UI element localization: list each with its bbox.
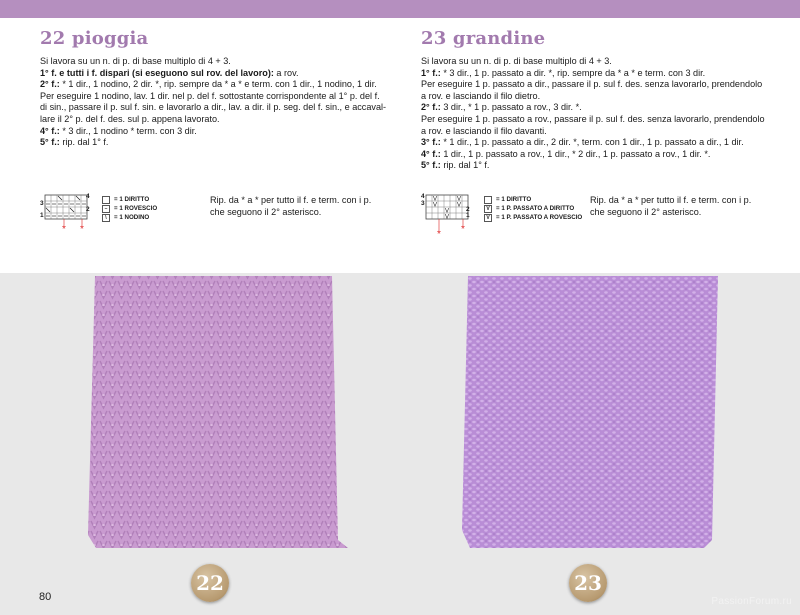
left-pattern-title: 22 pioggia xyxy=(40,28,149,49)
slip-purl-icon: V xyxy=(484,214,492,222)
right-repeat-note: Rip. da * a * per tutto il f. e term. con i p. che seguono il 2° asterisco. xyxy=(590,195,752,217)
swatch-grandine xyxy=(462,276,718,548)
svg-text:V: V xyxy=(445,208,450,215)
svg-text:V: V xyxy=(433,196,438,203)
svg-text:*: * xyxy=(461,224,465,235)
svg-text:V: V xyxy=(445,214,450,221)
watermark: PassionForum.ru xyxy=(711,596,792,607)
instruction-line: 4° f.: * 3 dir., 1 nodino * term. con 3 dir. xyxy=(40,125,197,136)
instruction-line: 1° f. e tutti i f. dispari (si eseguono sul rov. del lavoro): a rov. xyxy=(40,67,299,78)
instruction-line: 2° f.: 3 dir., * 1 p. passato a rov., 3 dir. *. xyxy=(421,102,582,113)
row-number: 1 xyxy=(466,212,470,219)
instruction-line: Si lavora su un n. di p. di base multiplo di 4 + 3. xyxy=(421,56,612,66)
page-number: 80 xyxy=(39,591,52,603)
row-number: 2 xyxy=(466,206,470,213)
svg-text:*: * xyxy=(80,224,84,235)
legend-row: V = 1 P. PASSATO A DIRITTO xyxy=(484,204,582,213)
row-number: 1 xyxy=(40,212,44,219)
pattern-number-badge: 23 xyxy=(569,564,607,602)
pattern-number-badge: 22 xyxy=(191,564,229,602)
left-repeat-note: Rip. da * a * per tutto il f. e term. con i p. che seguono il 2° asterisco. xyxy=(210,195,372,217)
instruction-line: Si lavora su un n. di p. di base multiplo di 4 + 3. xyxy=(40,56,231,66)
svg-text:*: * xyxy=(437,229,441,240)
legend-row: = 1 DIRITTO xyxy=(102,195,157,204)
instruction-line: 3° f.: * 1 dir., 1 p. passato a dir., 2 dir. *, term. con 1 dir., 1 p. passato a dir., 1 dir. xyxy=(421,137,744,148)
instruction-line: 1° f.: * 3 dir., 1 p. passato a dir. *, rip. sempre da * a * e term. con 3 dir. xyxy=(421,67,706,78)
legend-row: V = 1 P. PASSATO A ROVESCIO xyxy=(484,213,582,222)
legend-row: \ = 1 NODINO xyxy=(102,213,157,222)
svg-text:V: V xyxy=(457,202,462,209)
row-number: 3 xyxy=(421,200,425,207)
legend-row: – = 1 ROVESCIO xyxy=(102,204,157,213)
slip-knit-icon: V xyxy=(484,205,492,213)
legend-row: = 1 DIRITTO xyxy=(484,195,582,204)
swatch-pioggia xyxy=(88,276,348,548)
instruction-line: Per eseguire 1 nodino, lav. 1 dir. nel p. del f. sottostante corrispondente al 1° p. del f. xyxy=(40,90,380,101)
right-pattern-title: 23 grandine xyxy=(421,28,546,49)
svg-text:V: V xyxy=(433,202,438,209)
instruction-line: lare il 2° p. del f. des. sul p. appena lavorato. xyxy=(40,113,220,124)
dash-square-icon: – xyxy=(102,205,110,213)
knot-square-icon: \ xyxy=(102,214,110,222)
instruction-line: 5° f.: rip. dal 1° f. xyxy=(421,160,490,171)
instruction-line: Per eseguire 1 p. passato a rov., passare il p. sul f. des. senza lavorarlo, prendendolo xyxy=(421,113,765,124)
instruction-line: 5° f.: rip. dal 1° f. xyxy=(40,137,109,148)
instruction-line: di sin., passare il p. sul f. sin. e lavorarlo a dir., lav. a dir. il p. seg. del f. sin., e accaval- xyxy=(40,102,387,113)
row-number: 2 xyxy=(86,206,90,213)
row-number: 3 xyxy=(40,200,44,207)
instruction-line: Per eseguire 1 p. passato a dir., passare il p. sul f. des. senza lavorarlo, prendendolo xyxy=(421,79,763,90)
row-number: 4 xyxy=(86,193,90,200)
instruction-line: 4° f.: 1 dir., 1 p. passato a rov., 1 dir., * 2 dir., 1 p. passato a rov., 1 dir. *. xyxy=(421,148,711,159)
svg-text:*: * xyxy=(62,224,66,235)
instruction-line: 2° f.: * 1 dir., 1 nodino, 2 dir. *, rip. sempre da * a * e term. con 1 dir., 1 nodino, 1 dir. xyxy=(40,79,377,90)
svg-text:V: V xyxy=(457,196,462,203)
row-number: 4 xyxy=(421,193,425,200)
instruction-line: a rov. e lasciando il filo dietro. xyxy=(421,90,541,101)
instruction-line: a rov. e lasciando il filo davanti. xyxy=(421,125,547,136)
